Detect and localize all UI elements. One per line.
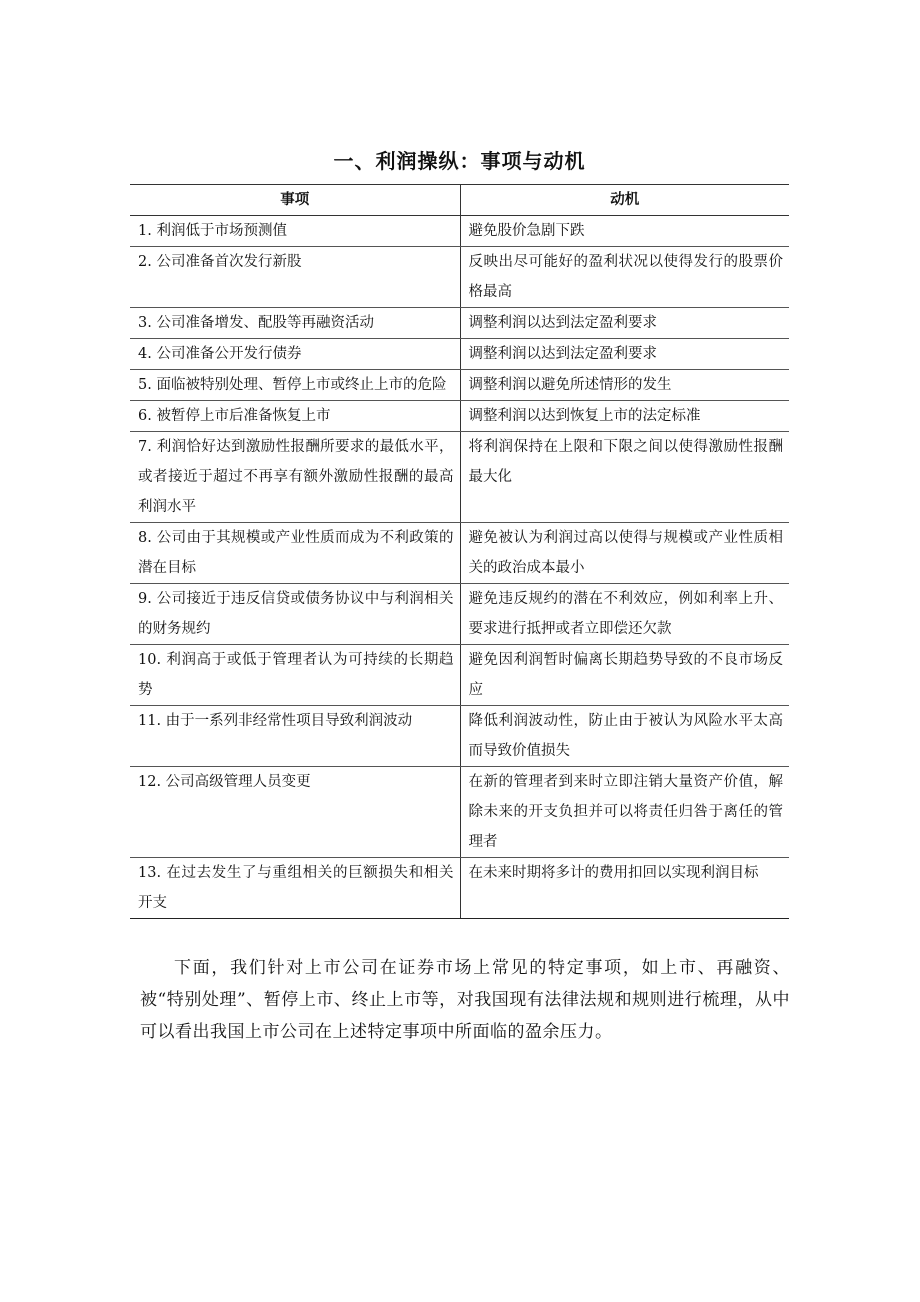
motive-cell: 避免被认为利润过高以使得与规模或产业性质相关的政治成本最小 xyxy=(460,523,789,584)
event-cell: 7. 利润恰好达到激励性报酬所要求的最低水平，或者接近于超过不再享有额外激励性报酬的最高利润水平 xyxy=(130,432,460,523)
motive-cell: 调整利润以达到恢复上市的法定标准 xyxy=(460,401,789,432)
body-paragraph: 下面，我们针对上市公司在证券市场上常见的特定事项，如上市、再融资、被“特别处理”、暂停上市、终止上市等，对我国现有法律法规和规则进行梳理，从中可以看出我国上市公司在上述特定事项中所面临的盈余压力。 xyxy=(140,958,790,1042)
table-row xyxy=(130,584,789,645)
column-header-event: 事项 xyxy=(130,185,460,216)
motive-cell: 避免股价急剧下跌 xyxy=(460,216,789,247)
motive-cell: 调整利润以避免所述情形的发生 xyxy=(460,370,789,401)
motive-table xyxy=(130,184,789,919)
motive-cell: 降低利润波动性，防止由于被认为风险水平太高而导致价值损失 xyxy=(460,706,789,767)
column-header-motive: 动机 xyxy=(460,185,789,216)
motive-cell: 反映出尽可能好的盈利状况以使得发行的股票价格最高 xyxy=(460,247,789,308)
event-cell: 6. 被暂停上市后准备恢复上市 xyxy=(130,401,460,432)
event-cell: 12. 公司高级管理人员变更 xyxy=(130,767,460,858)
table-row xyxy=(130,645,789,706)
motive-cell: 在新的管理者到来时立即注销大量资产价值，解除未来的开支负担并可以将责任归咎于离任的管理者 xyxy=(460,767,789,858)
motive-cell: 避免因利润暂时偏离长期趋势导致的不良市场反应 xyxy=(460,645,789,706)
event-cell: 13. 在过去发生了与重组相关的巨额损失和相关开支 xyxy=(130,858,460,919)
event-cell: 11. 由于一系列非经常性项目导致利润波动 xyxy=(130,706,460,767)
table-row xyxy=(130,401,789,432)
motive-cell: 调整利润以达到法定盈利要求 xyxy=(460,339,789,370)
table-header-row xyxy=(130,185,789,216)
motive-cell: 调整利润以达到法定盈利要求 xyxy=(460,308,789,339)
event-cell: 2. 公司准备首次发行新股 xyxy=(130,247,460,308)
motive-cell: 在未来时期将多计的费用扣回以实现利润目标 xyxy=(460,858,789,919)
event-cell: 3. 公司准备增发、配股等再融资活动 xyxy=(130,308,460,339)
table-row xyxy=(130,706,789,767)
table-row xyxy=(130,216,789,247)
motive-cell: 避免违反规约的潜在不利效应，例如利率上升、要求进行抵押或者立即偿还欠款 xyxy=(460,584,789,645)
table-row xyxy=(130,339,789,370)
table-row xyxy=(130,523,789,584)
event-cell: 10. 利润高于或低于管理者认为可持续的长期趋势 xyxy=(130,645,460,706)
table-row xyxy=(130,432,789,523)
table-row xyxy=(130,370,789,401)
table-row xyxy=(130,308,789,339)
table-row xyxy=(130,767,789,858)
table-row xyxy=(130,858,789,919)
event-cell: 9. 公司接近于违反信贷或债务协议中与利润相关的财务规约 xyxy=(130,584,460,645)
motive-cell: 将利润保持在上限和下限之间以使得激励性报酬最大化 xyxy=(460,432,789,523)
event-cell: 5. 面临被特别处理、暂停上市或终止上市的危险 xyxy=(130,370,460,401)
event-cell: 4. 公司准备公开发行债券 xyxy=(130,339,460,370)
table-row xyxy=(130,247,789,308)
event-cell: 8. 公司由于其规模或产业性质而成为不利政策的潜在目标 xyxy=(130,523,460,584)
page-title: 一、利润操纵：事项与动机 xyxy=(333,149,586,173)
event-cell: 1. 利润低于市场预测值 xyxy=(130,216,460,247)
